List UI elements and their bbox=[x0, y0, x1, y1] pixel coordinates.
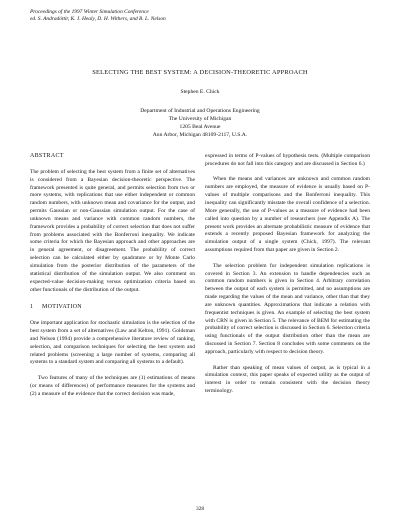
right-paragraph-4: Rather than speaking of mean values of output, as is typical in a simulation context, this paper speaks of expected utility as the output of interest in order to remain consistent with the decision theory terminology. bbox=[205, 364, 370, 395]
abstract-text: The problem of selecting the best system from a finite set of alternatives is considered from a Bayesian decision-theoretic perspective. The framework presented is quite general, and permits selection from two or more systems, with replications that use either independent or common random numbers, with unknown mean and covariance for the output, and permits Gaussian or non-Gaussian simulation output. For the case of unknown means and variance with common random numbers, the framework provides a probability of correct selection that does not suffer from problems associated with the Bonferroni inequality. We indicate some criteria for which the Bayesian approach and other approaches are in general agreement, or disagreement. The probability of correct selection can be calculated either by quadrature or by Monte Carlo simulation from the posterior distribution of the parameters of the statistical distribution of the simulation output. We also comment on expected-value decision-making versus optimization criteria based on other functionals of the distribution of the output. bbox=[30, 168, 195, 293]
proceedings-line-2: ed. S. Andradóttir, K. J. Healy, D. H. Withers, and B. L. Nelson bbox=[30, 15, 166, 22]
affiliation-department: Department of Industrial and Operations Engineering bbox=[140, 108, 260, 114]
author-name: Stephen E. Chick bbox=[180, 89, 220, 95]
proceedings-header bbox=[30, 9, 166, 22]
right-column bbox=[205, 153, 370, 404]
right-paragraph-3: The selection problem for independent simulation replications is covered in Section 3. An extension to handle dependencies such as common random numbers is given in Section 4. Arbitrary correlation between the output of each system is permitted, and no assumptions are made regarding the values of the mean and variance, other than that they are unknown quantities. Approximations that indicate a relation with frequentist techniques is given. An example of selecting the best system with CRN is given in Section 5. The relevance of BEM for estimating the probability of correct selection is discussed in Section 6. Selection criteria using functionals of the output distribution other than the mean are discussed in Section 7. Section 8 concludes with some comments on the approach, particularly with respect to decision theory. bbox=[205, 262, 370, 355]
affiliation-street: 1205 Beal Avenue bbox=[179, 123, 221, 130]
affiliation-city: Ann Arbor, Michigan 48109-2117, U.S.A. bbox=[152, 131, 248, 138]
page-number: 328 bbox=[195, 506, 205, 512]
section-1-title: MOTIVATION bbox=[42, 304, 82, 311]
right-paragraph-1: expressed in terms of P-values of hypothesis tests. (Multiple comparison procedures do not fall into this category and are discussed in Section 6.) bbox=[205, 153, 370, 167]
section-1-number: 1 bbox=[30, 304, 34, 311]
abstract-heading: ABSTRACT bbox=[30, 153, 64, 159]
section-1-heading bbox=[30, 304, 195, 312]
section-1-paragraph-2: Two features of many of the techniques are (1) estimations of means (or means of differences) of performance measures for the systems and (2) a measure of the evidence that the correct decision was made, bbox=[30, 375, 195, 397]
paper-title: SELECTING THE BEST SYSTEM: A DECISION-THEORETIC APPROACH bbox=[92, 69, 308, 76]
author-affiliation bbox=[0, 108, 400, 140]
section-1-paragraph-1: One important application for stochastic simulation is the selection of the best system from a set of alternatives (Law and Kelton, 1991). Goldsman and Nelson (1994) provide a comprehensive literature review of ranking, selection, and comparison techniques for selecting the best system and related problems (screening a large number of systems, comparing all systems to a standard system and comparing all systems to a default). bbox=[30, 320, 195, 366]
proceedings-line-1: Proceedings of the 1997 Winter Simulation Conference bbox=[30, 9, 149, 15]
left-column bbox=[30, 153, 195, 406]
affiliation-university: The University of Michigan bbox=[168, 115, 232, 122]
right-paragraph-2: When the means and variances are unknown and common random numbers are employed, the measure of evidence is usually based on P-values of multiple comparisons and the Bonferroni inequality. This inequality can significantly misstate the overall confidence of a selection. More generally, the use of P-values as a measure of evidence had been called into question by a number of researchers (see Appendix A). The present work provides an alternate probabilistic measure of evidence that extends a recently proposed Bayesian framework for analyzing the simulation output of a single system (Chick, 1997). The relevant assumptions required from that paper are given in Section 2. bbox=[205, 176, 370, 254]
